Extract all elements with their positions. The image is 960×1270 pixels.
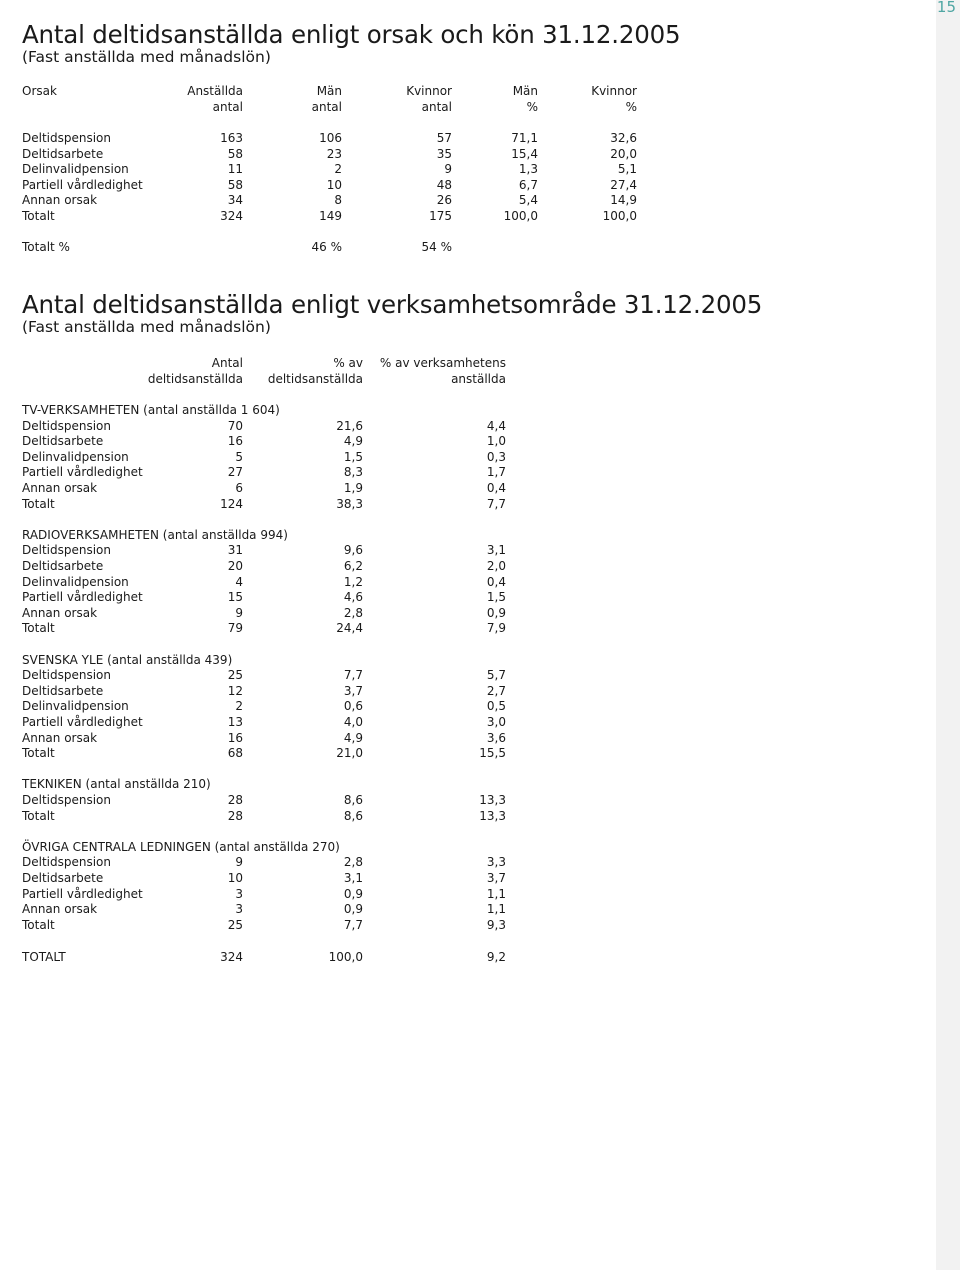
table-row bbox=[4, 178, 704, 194]
cell-count: 16 bbox=[227, 434, 243, 449]
table2-title: Antal deltidsanställda enligt verksamhetsområde 31.12.2005 bbox=[22, 290, 763, 319]
cell-pct-of-employees: 3,1 bbox=[486, 543, 506, 558]
cell-reason: Totalt bbox=[22, 621, 55, 636]
cell-pct-of-parttime: 9,6 bbox=[343, 543, 363, 558]
cell-pct-of-employees: 5,7 bbox=[486, 668, 506, 683]
cell-count: 12 bbox=[227, 683, 243, 698]
section-heading bbox=[4, 840, 704, 856]
cell-men-pct: 5,4 bbox=[518, 193, 538, 208]
cell-women: 54 % bbox=[421, 240, 452, 254]
cell-men: 8 bbox=[334, 193, 342, 208]
cell-count: 124 bbox=[220, 496, 243, 511]
cell-men: 10 bbox=[326, 177, 342, 192]
cell-count: 4 bbox=[235, 574, 243, 589]
cell-employed: 11 bbox=[227, 162, 243, 177]
cell-men-pct: 71,1 bbox=[511, 131, 538, 145]
cell-women: 48 bbox=[436, 177, 452, 192]
cell-count: 70 bbox=[227, 418, 243, 433]
cell-pct-of-employees: 15,5 bbox=[479, 746, 506, 761]
cell-men: 23 bbox=[326, 146, 342, 161]
cell-women: 175 bbox=[429, 209, 452, 223]
table-row bbox=[4, 162, 704, 178]
cell-pct-of-employees: 9,2 bbox=[486, 950, 506, 964]
cell-pct-of-employees: 0,3 bbox=[486, 449, 506, 464]
cell-count: 5 bbox=[235, 449, 243, 464]
table-row bbox=[4, 147, 704, 163]
section-heading bbox=[4, 777, 704, 793]
cell-pct-of-parttime: 8,3 bbox=[343, 465, 363, 480]
cell-reason: Partiell vårdledighet bbox=[22, 177, 143, 192]
cell-pct-of-employees: 3,7 bbox=[486, 871, 506, 885]
cell-men-pct: Män bbox=[512, 84, 538, 98]
cell-pct-of-parttime: 4,0 bbox=[343, 715, 363, 729]
cell-pct-of-employees: 13,3 bbox=[479, 808, 506, 823]
cell-pct-of-parttime: 4,9 bbox=[343, 434, 363, 449]
cell-employed: 58 bbox=[227, 146, 243, 161]
cell-count: Antal bbox=[211, 356, 243, 370]
cell-reason: Totalt bbox=[22, 917, 55, 932]
table-row bbox=[4, 481, 704, 497]
cell-pct-of-parttime: 38,3 bbox=[336, 496, 363, 511]
cell-men-pct: 6,7 bbox=[518, 177, 538, 192]
table-row bbox=[4, 809, 704, 825]
cell-women: 35 bbox=[436, 146, 452, 161]
cell-pct-of-parttime: 8,6 bbox=[343, 808, 363, 823]
cell-women-pct: 5,1 bbox=[617, 162, 637, 177]
cell-women-pct: % bbox=[625, 100, 637, 114]
cell-reason: Deltidsarbete bbox=[22, 871, 104, 885]
cell-pct-of-employees: 0,4 bbox=[486, 481, 506, 495]
cell-reason: Totalt bbox=[22, 496, 55, 511]
table-row bbox=[4, 606, 704, 622]
table2-header-row bbox=[4, 356, 704, 372]
table-row bbox=[4, 497, 704, 513]
cell-pct-of-employees: 7,7 bbox=[486, 496, 506, 511]
table1-title: Antal deltidsanställda enligt orsak och kön 31.12.2005 bbox=[22, 20, 681, 49]
cell-count: 25 bbox=[227, 668, 243, 683]
table1-subtitle: (Fast anställda med månadslön) bbox=[22, 48, 271, 66]
cell-reason: Deltidspension bbox=[22, 418, 112, 433]
cell-women-pct: 100,0 bbox=[602, 209, 637, 223]
cell-employed: 163 bbox=[220, 131, 243, 145]
cell-reason: Partiell vårdledighet bbox=[22, 465, 143, 480]
cell-pct-of-employees: 7,9 bbox=[486, 621, 506, 636]
cell-women-pct: Kvinnor bbox=[591, 84, 637, 98]
cell-reason: Delinvalidpension bbox=[22, 449, 129, 464]
cell-count: 20 bbox=[227, 559, 243, 573]
cell-pct-of-employees: 1,7 bbox=[486, 465, 506, 480]
cell-count: 6 bbox=[235, 481, 243, 495]
table-row bbox=[4, 746, 704, 762]
page-margin bbox=[936, 0, 960, 1270]
cell-count: 2 bbox=[235, 699, 243, 714]
cell-pct-of-parttime: 6,2 bbox=[343, 559, 363, 573]
cell-count: 68 bbox=[227, 746, 243, 761]
table2-header-row bbox=[4, 372, 704, 388]
section-heading bbox=[4, 403, 704, 419]
cell-reason: Deltidspension bbox=[22, 668, 112, 683]
cell-pct-of-employees: 1,1 bbox=[486, 902, 506, 917]
cell-count: 28 bbox=[227, 808, 243, 823]
cell-men: 46 % bbox=[311, 240, 342, 254]
cell-reason: Totalt bbox=[22, 746, 55, 761]
cell-count: 15 bbox=[227, 590, 243, 605]
table-row bbox=[4, 902, 704, 918]
cell-pct-of-parttime: 4,9 bbox=[343, 730, 363, 745]
cell-reason: Totalt % bbox=[22, 240, 70, 254]
cell-count: 13 bbox=[227, 715, 243, 729]
table-row bbox=[4, 918, 704, 934]
table-row bbox=[4, 684, 704, 700]
cell-reason: Partiell vårdledighet bbox=[22, 590, 143, 605]
cell-reason: Orsak bbox=[22, 84, 57, 98]
page-number: 15 bbox=[936, 0, 956, 16]
section-heading-text: ÖVRIGA CENTRALA LEDNINGEN (antal anställda 270) bbox=[22, 839, 340, 854]
cell-count: 9 bbox=[235, 605, 243, 620]
cell-reason: Annan orsak bbox=[22, 481, 98, 495]
cell-count: 31 bbox=[227, 543, 243, 558]
cell-reason: Totalt bbox=[22, 209, 55, 223]
cell-pct-of-parttime: 21,0 bbox=[336, 746, 363, 761]
table-row bbox=[4, 543, 704, 559]
cell-women: Kvinnor bbox=[406, 84, 452, 98]
cell-women: 26 bbox=[436, 193, 452, 208]
table1-header-row bbox=[4, 100, 704, 116]
cell-reason: Deltidspension bbox=[22, 793, 112, 807]
table-row bbox=[4, 668, 704, 684]
cell-pct-of-parttime: 7,7 bbox=[343, 917, 363, 932]
cell-pct-of-employees: % av verksamhetens bbox=[379, 356, 506, 370]
cell-men: 2 bbox=[334, 162, 342, 177]
cell-count: 9 bbox=[235, 855, 243, 870]
section-heading-text: TV-VERKSAMHETEN (antal anställda 1 604) bbox=[22, 403, 280, 417]
cell-pct-of-employees: anställda bbox=[451, 372, 506, 386]
table-row bbox=[4, 855, 704, 871]
cell-women-pct: 32,6 bbox=[610, 131, 637, 145]
table-row bbox=[4, 193, 704, 209]
cell-men-pct: 15,4 bbox=[511, 146, 538, 161]
cell-reason: Delinvalidpension bbox=[22, 699, 129, 714]
cell-employed: 34 bbox=[227, 193, 243, 208]
cell-pct-of-parttime: 7,7 bbox=[343, 668, 363, 683]
cell-count: 27 bbox=[227, 465, 243, 480]
cell-pct-of-parttime: 8,6 bbox=[343, 793, 363, 807]
cell-reason: Deltidsarbete bbox=[22, 434, 104, 449]
cell-pct-of-parttime: 100,0 bbox=[328, 950, 363, 964]
cell-reason: Deltidsarbete bbox=[22, 683, 104, 698]
cell-employed: Anställda bbox=[187, 84, 243, 98]
cell-men: 106 bbox=[319, 131, 342, 145]
cell-women: antal bbox=[421, 100, 452, 114]
cell-pct-of-parttime: % av bbox=[333, 356, 363, 370]
table-row bbox=[4, 731, 704, 747]
cell-pct-of-employees: 0,9 bbox=[486, 605, 506, 620]
cell-reason: Delinvalidpension bbox=[22, 162, 129, 177]
table-row bbox=[4, 465, 704, 481]
cell-reason: Annan orsak bbox=[22, 730, 98, 745]
section-heading-text: TEKNIKEN (antal anställda 210) bbox=[22, 777, 211, 792]
cell-reason: Annan orsak bbox=[22, 193, 98, 208]
cell-men: Män bbox=[316, 84, 342, 98]
section-heading bbox=[4, 528, 704, 544]
cell-reason: Annan orsak bbox=[22, 902, 98, 917]
cell-count: 25 bbox=[227, 917, 243, 932]
cell-reason: Deltidspension bbox=[22, 131, 112, 145]
cell-pct-of-employees: 3,3 bbox=[486, 855, 506, 870]
cell-pct-of-parttime: deltidsanställda bbox=[267, 372, 363, 386]
cell-reason: Deltidsarbete bbox=[22, 559, 104, 573]
cell-pct-of-employees: 1,1 bbox=[486, 886, 506, 901]
cell-count: deltidsanställda bbox=[147, 372, 243, 386]
cell-reason: Delinvalidpension bbox=[22, 574, 129, 589]
cell-reason: TOTALT bbox=[22, 950, 66, 964]
cell-reason: Partiell vårdledighet bbox=[22, 715, 143, 729]
cell-women-pct: 14,9 bbox=[610, 193, 637, 208]
table-row bbox=[4, 419, 704, 435]
cell-reason: Partiell vårdledighet bbox=[22, 886, 143, 901]
table-row bbox=[4, 590, 704, 606]
cell-pct-of-employees: 2,0 bbox=[486, 559, 506, 573]
cell-count: 79 bbox=[227, 621, 243, 636]
cell-count: 3 bbox=[235, 886, 243, 901]
cell-reason: Totalt bbox=[22, 808, 55, 823]
cell-count: 3 bbox=[235, 902, 243, 917]
cell-pct-of-parttime: 2,8 bbox=[343, 605, 363, 620]
cell-pct-of-employees: 4,4 bbox=[486, 418, 506, 433]
table-row bbox=[4, 209, 704, 225]
cell-pct-of-employees: 3,0 bbox=[486, 715, 506, 729]
cell-pct-of-parttime: 1,2 bbox=[343, 574, 363, 589]
cell-pct-of-employees: 9,3 bbox=[486, 917, 506, 932]
cell-pct-of-employees: 1,5 bbox=[486, 590, 506, 605]
cell-women: 9 bbox=[444, 162, 452, 177]
document-page bbox=[4, 4, 936, 1266]
cell-reason: Deltidsarbete bbox=[22, 146, 104, 161]
cell-pct-of-parttime: 3,1 bbox=[343, 871, 363, 885]
grand-total-row bbox=[4, 950, 704, 966]
table-row bbox=[4, 621, 704, 637]
cell-pct-of-employees: 0,5 bbox=[486, 699, 506, 714]
cell-women-pct: 20,0 bbox=[610, 146, 637, 161]
cell-count: 324 bbox=[220, 950, 243, 964]
cell-reason: Deltidspension bbox=[22, 855, 112, 870]
table-row bbox=[4, 131, 704, 147]
table-row bbox=[4, 559, 704, 575]
cell-pct-of-employees: 0,4 bbox=[486, 574, 506, 589]
table-row bbox=[4, 793, 704, 809]
cell-count: 16 bbox=[227, 730, 243, 745]
cell-employed: antal bbox=[212, 100, 243, 114]
cell-pct-of-parttime: 1,5 bbox=[343, 449, 363, 464]
cell-pct-of-employees: 2,7 bbox=[486, 683, 506, 698]
cell-employed: 58 bbox=[227, 177, 243, 192]
cell-pct-of-parttime: 0,9 bbox=[343, 902, 363, 917]
cell-men: 149 bbox=[319, 209, 342, 223]
cell-pct-of-parttime: 2,8 bbox=[343, 855, 363, 870]
table1-percent-row bbox=[4, 240, 704, 256]
cell-employed: 324 bbox=[220, 209, 243, 223]
cell-pct-of-parttime: 0,6 bbox=[343, 699, 363, 714]
table-row bbox=[4, 575, 704, 591]
table-row bbox=[4, 715, 704, 731]
cell-count: 28 bbox=[227, 793, 243, 807]
table-row bbox=[4, 887, 704, 903]
table-row bbox=[4, 871, 704, 887]
cell-women: 57 bbox=[436, 131, 452, 145]
section-heading bbox=[4, 653, 704, 669]
cell-reason: Deltidspension bbox=[22, 543, 112, 558]
table1-header-row bbox=[4, 84, 704, 100]
section-heading-text: RADIOVERKSAMHETEN (antal anställda 994) bbox=[22, 527, 288, 542]
cell-pct-of-parttime: 1,9 bbox=[343, 481, 363, 495]
cell-reason: Annan orsak bbox=[22, 605, 98, 620]
table-row bbox=[4, 434, 704, 450]
cell-pct-of-parttime: 3,7 bbox=[343, 683, 363, 698]
cell-count: 10 bbox=[227, 871, 243, 885]
cell-women-pct: 27,4 bbox=[610, 177, 637, 192]
cell-pct-of-parttime: 4,6 bbox=[343, 590, 363, 605]
cell-pct-of-employees: 3,6 bbox=[486, 730, 506, 745]
table2-subtitle: (Fast anställda med månadslön) bbox=[22, 318, 271, 336]
section-heading-text: SVENSKA YLE (antal anställda 439) bbox=[22, 652, 233, 667]
cell-men: antal bbox=[311, 100, 342, 114]
cell-men-pct: 100,0 bbox=[503, 209, 538, 223]
cell-pct-of-parttime: 0,9 bbox=[343, 886, 363, 901]
cell-pct-of-employees: 13,3 bbox=[479, 793, 506, 807]
cell-pct-of-parttime: 21,6 bbox=[336, 418, 363, 433]
cell-men-pct: 1,3 bbox=[518, 162, 538, 177]
cell-pct-of-parttime: 24,4 bbox=[336, 621, 363, 636]
cell-men-pct: % bbox=[526, 100, 538, 114]
table-row bbox=[4, 699, 704, 715]
cell-pct-of-employees: 1,0 bbox=[486, 434, 506, 449]
table-row bbox=[4, 450, 704, 466]
